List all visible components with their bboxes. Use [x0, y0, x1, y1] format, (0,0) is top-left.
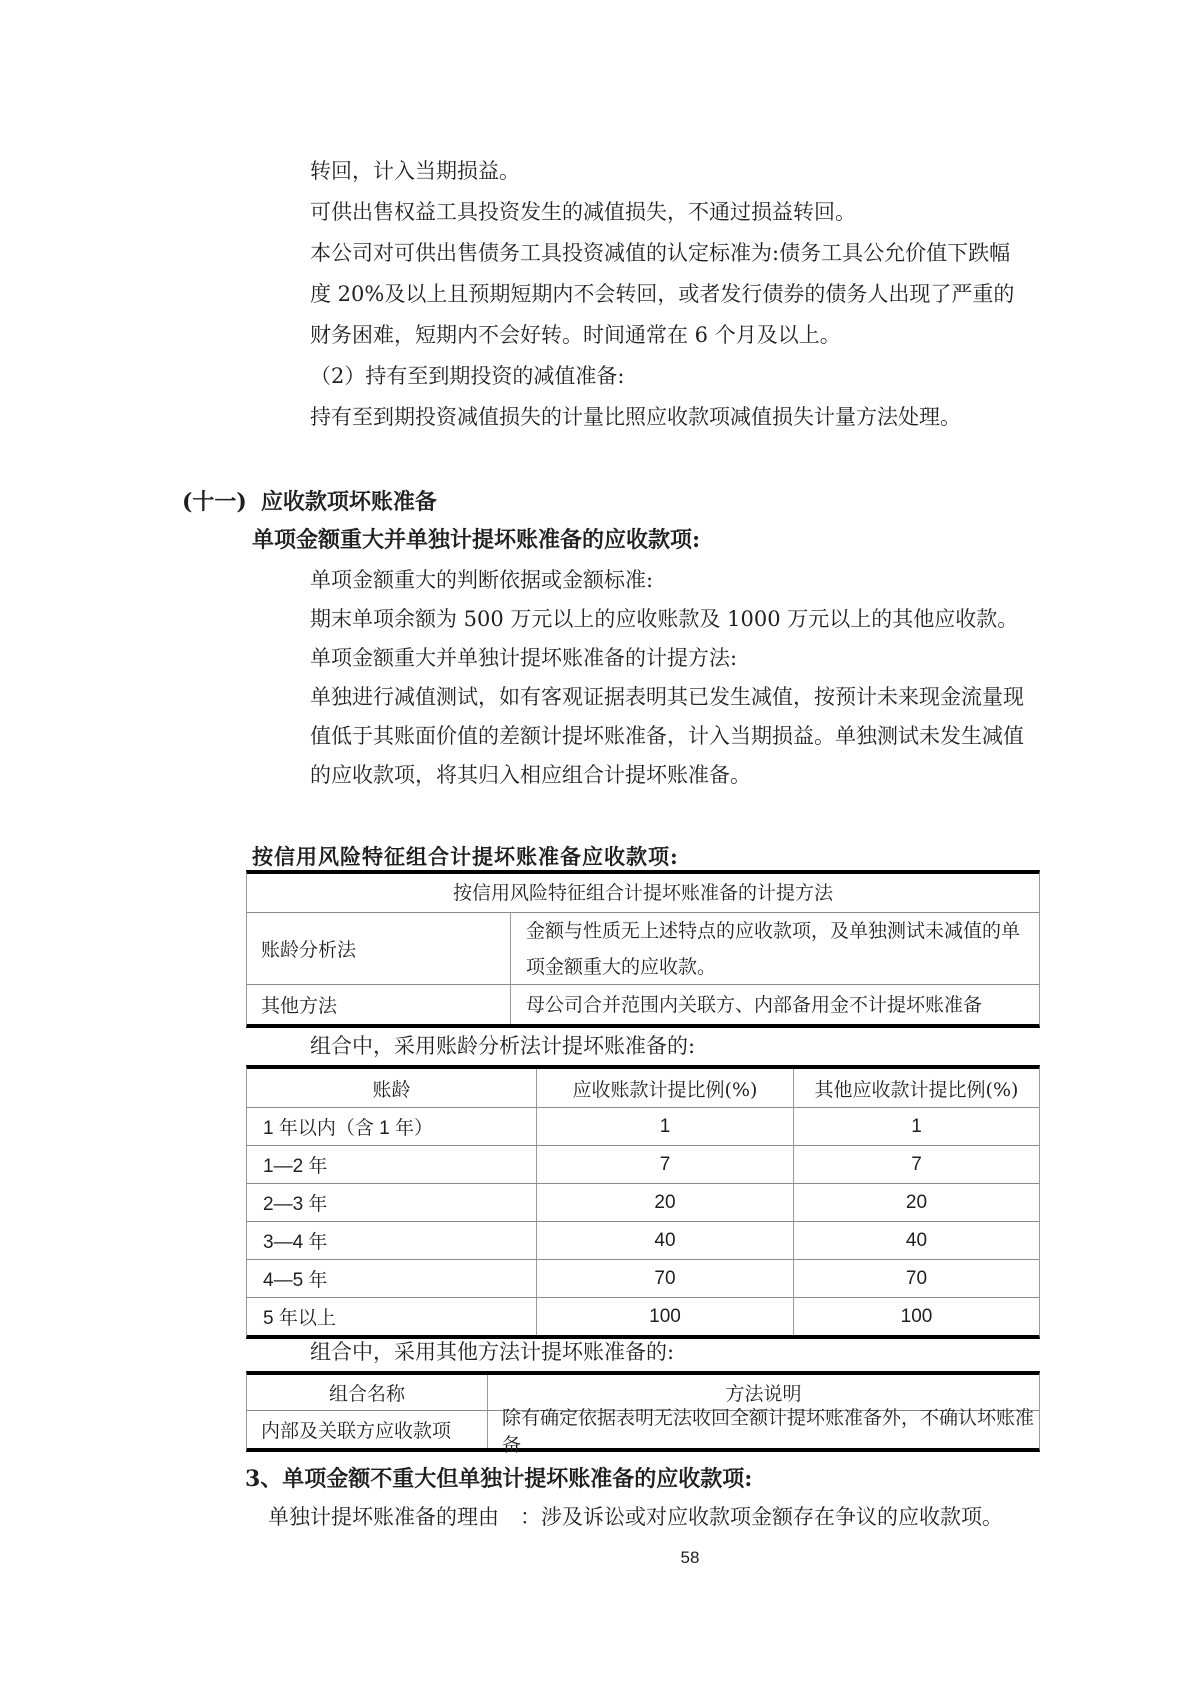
item3-reason-line: 单独计提坏账准备的理由 ：涉及诉讼或对应收款项金额存在争议的应收款项。 — [268, 1505, 1003, 1529]
method-desc-text: 母公司合并范围内关联方、内部备用金不计提坏账准备 — [526, 993, 983, 1016]
table-row — [247, 1108, 1039, 1146]
other-ratio-cell: 40 — [793, 1222, 1039, 1259]
age-cell: 5 年以上 — [263, 1308, 336, 1329]
column-header-method-desc: 方法说明 — [487, 1375, 1039, 1410]
age-cell: 1—2 年 — [263, 1156, 328, 1177]
age-cell: 2—3 年 — [263, 1194, 328, 1215]
ar-ratio-cell: 40 — [536, 1222, 793, 1259]
column-header-ar-ratio: 应收账款计提比例(%) — [536, 1069, 793, 1107]
other-ratio-cell: 100 — [793, 1298, 1039, 1335]
ar-ratio-cell: 70 — [536, 1260, 793, 1297]
aging-table-header-row — [247, 1069, 1039, 1108]
other-ratio-cell: 1 — [793, 1108, 1039, 1145]
column-header-other-ratio: 其他应收款计提比例(%) — [793, 1069, 1039, 1107]
table-row — [247, 1406, 1039, 1456]
item3-heading: 3、单项金额不重大但单独计提坏账准备的应收款项: — [245, 1466, 753, 1492]
age-cell: 1 年以内（含 1 年） — [263, 1118, 433, 1139]
section-number: (十一) — [182, 489, 247, 515]
paragraph-line: 单项金额重大的判断依据或金额标准: — [310, 568, 654, 592]
method-table — [246, 870, 1040, 1028]
paragraph-line: 单独进行减值测试，如有客观证据表明其已发生减值，按预计未来现金流量现 — [310, 685, 1024, 709]
column-header-portfolio-name: 组合名称 — [328, 1383, 405, 1405]
paragraph-line: 财务困难，短期内不会好转。时间通常在 6 个月及以上。 — [310, 323, 841, 347]
ar-ratio-cell: 1 — [536, 1108, 793, 1145]
subheading-significant: 单项金额重大并单独计提坏账准备的应收款项: — [252, 527, 701, 553]
credit-risk-heading: 按信用风险特征组合计提坏账准备应收款项: — [252, 844, 679, 869]
paragraph-line: 可供出售权益工具投资发生的减值损失，不通过损益转回。 — [310, 200, 856, 224]
other-ratio-cell: 7 — [793, 1146, 1039, 1183]
significant-paragraph — [310, 561, 1055, 795]
paragraph-line: 的应收款项，将其归入相应组合计提坏账准备。 — [310, 763, 751, 787]
method-desc-cell — [510, 985, 1039, 1024]
table-row — [247, 913, 1039, 985]
other-ratio-cell: 70 — [793, 1260, 1039, 1297]
ar-ratio-cell: 20 — [536, 1184, 793, 1221]
table-row — [247, 1260, 1039, 1298]
section-title: 应收款项坏账准备 — [260, 489, 437, 515]
table-row — [247, 985, 1039, 1024]
section-heading — [182, 485, 437, 516]
method-desc-cell — [510, 913, 1039, 984]
ar-ratio-cell: 7 — [536, 1146, 793, 1183]
aging-table — [246, 1065, 1040, 1339]
age-cell: 3—4 年 — [263, 1232, 328, 1253]
method-table-header: 按信用风险特征组合计提坏账准备的计提方法 — [247, 874, 1039, 913]
column-header-age: 账龄 — [372, 1078, 411, 1101]
age-cell: 4—5 年 — [263, 1270, 328, 1291]
paragraph-line: 值低于其账面价值的差额计提坏账准备，计入当期损益。单独测试未发生减值 — [310, 724, 1024, 748]
intro-paragraph — [310, 151, 1055, 438]
ar-ratio-cell: 100 — [536, 1298, 793, 1335]
method-name-cell: 其他方法 — [261, 995, 338, 1017]
paragraph-line: 度 20%及以上且预期短期内不会转回，或者发行债券的债务人出现了严重的 — [310, 282, 1015, 306]
paragraph-line: 单项金额重大并单独计提坏账准备的计提方法: — [310, 646, 738, 670]
page-number: 58 — [680, 1548, 700, 1567]
table-row — [247, 1184, 1039, 1222]
paragraph-line: 持有至到期投资减值损失的计量比照应收款项减值损失计量方法处理。 — [310, 405, 961, 429]
method-desc-cell: 除有确定依据表明无法收回全额计提坏账准备外，不确认坏账准备 — [487, 1411, 1039, 1448]
paragraph-line: 转回，计入当期损益。 — [310, 159, 520, 183]
table-row — [247, 1298, 1039, 1335]
other-method-caption: 组合中，采用其他方法计提坏账准备的: — [310, 1340, 675, 1364]
method-desc-text: 金额与性质无上述特点的应收款项，及单独测试未减值的单项金额重大的应收款。 — [526, 919, 1021, 978]
paragraph-line: 本公司对可供出售债务工具投资减值的认定标准为:债务工具公允价值下跌幅 — [310, 241, 1011, 265]
table-row — [247, 1222, 1039, 1260]
paragraph-line: 期末单项余额为 500 万元以上的应收账款及 1000 万元以上的其他应收款。 — [310, 607, 1019, 631]
other-method-table — [246, 1371, 1040, 1456]
portfolio-name-cell: 内部及关联方应收款项 — [261, 1420, 452, 1442]
table-row — [247, 1146, 1039, 1184]
method-name-cell: 账龄分析法 — [261, 939, 357, 961]
aging-caption: 组合中，采用账龄分析法计提坏账准备的: — [310, 1034, 696, 1058]
other-ratio-cell: 20 — [793, 1184, 1039, 1221]
paragraph-line: （2）持有至到期投资的减值准备: — [310, 364, 625, 388]
